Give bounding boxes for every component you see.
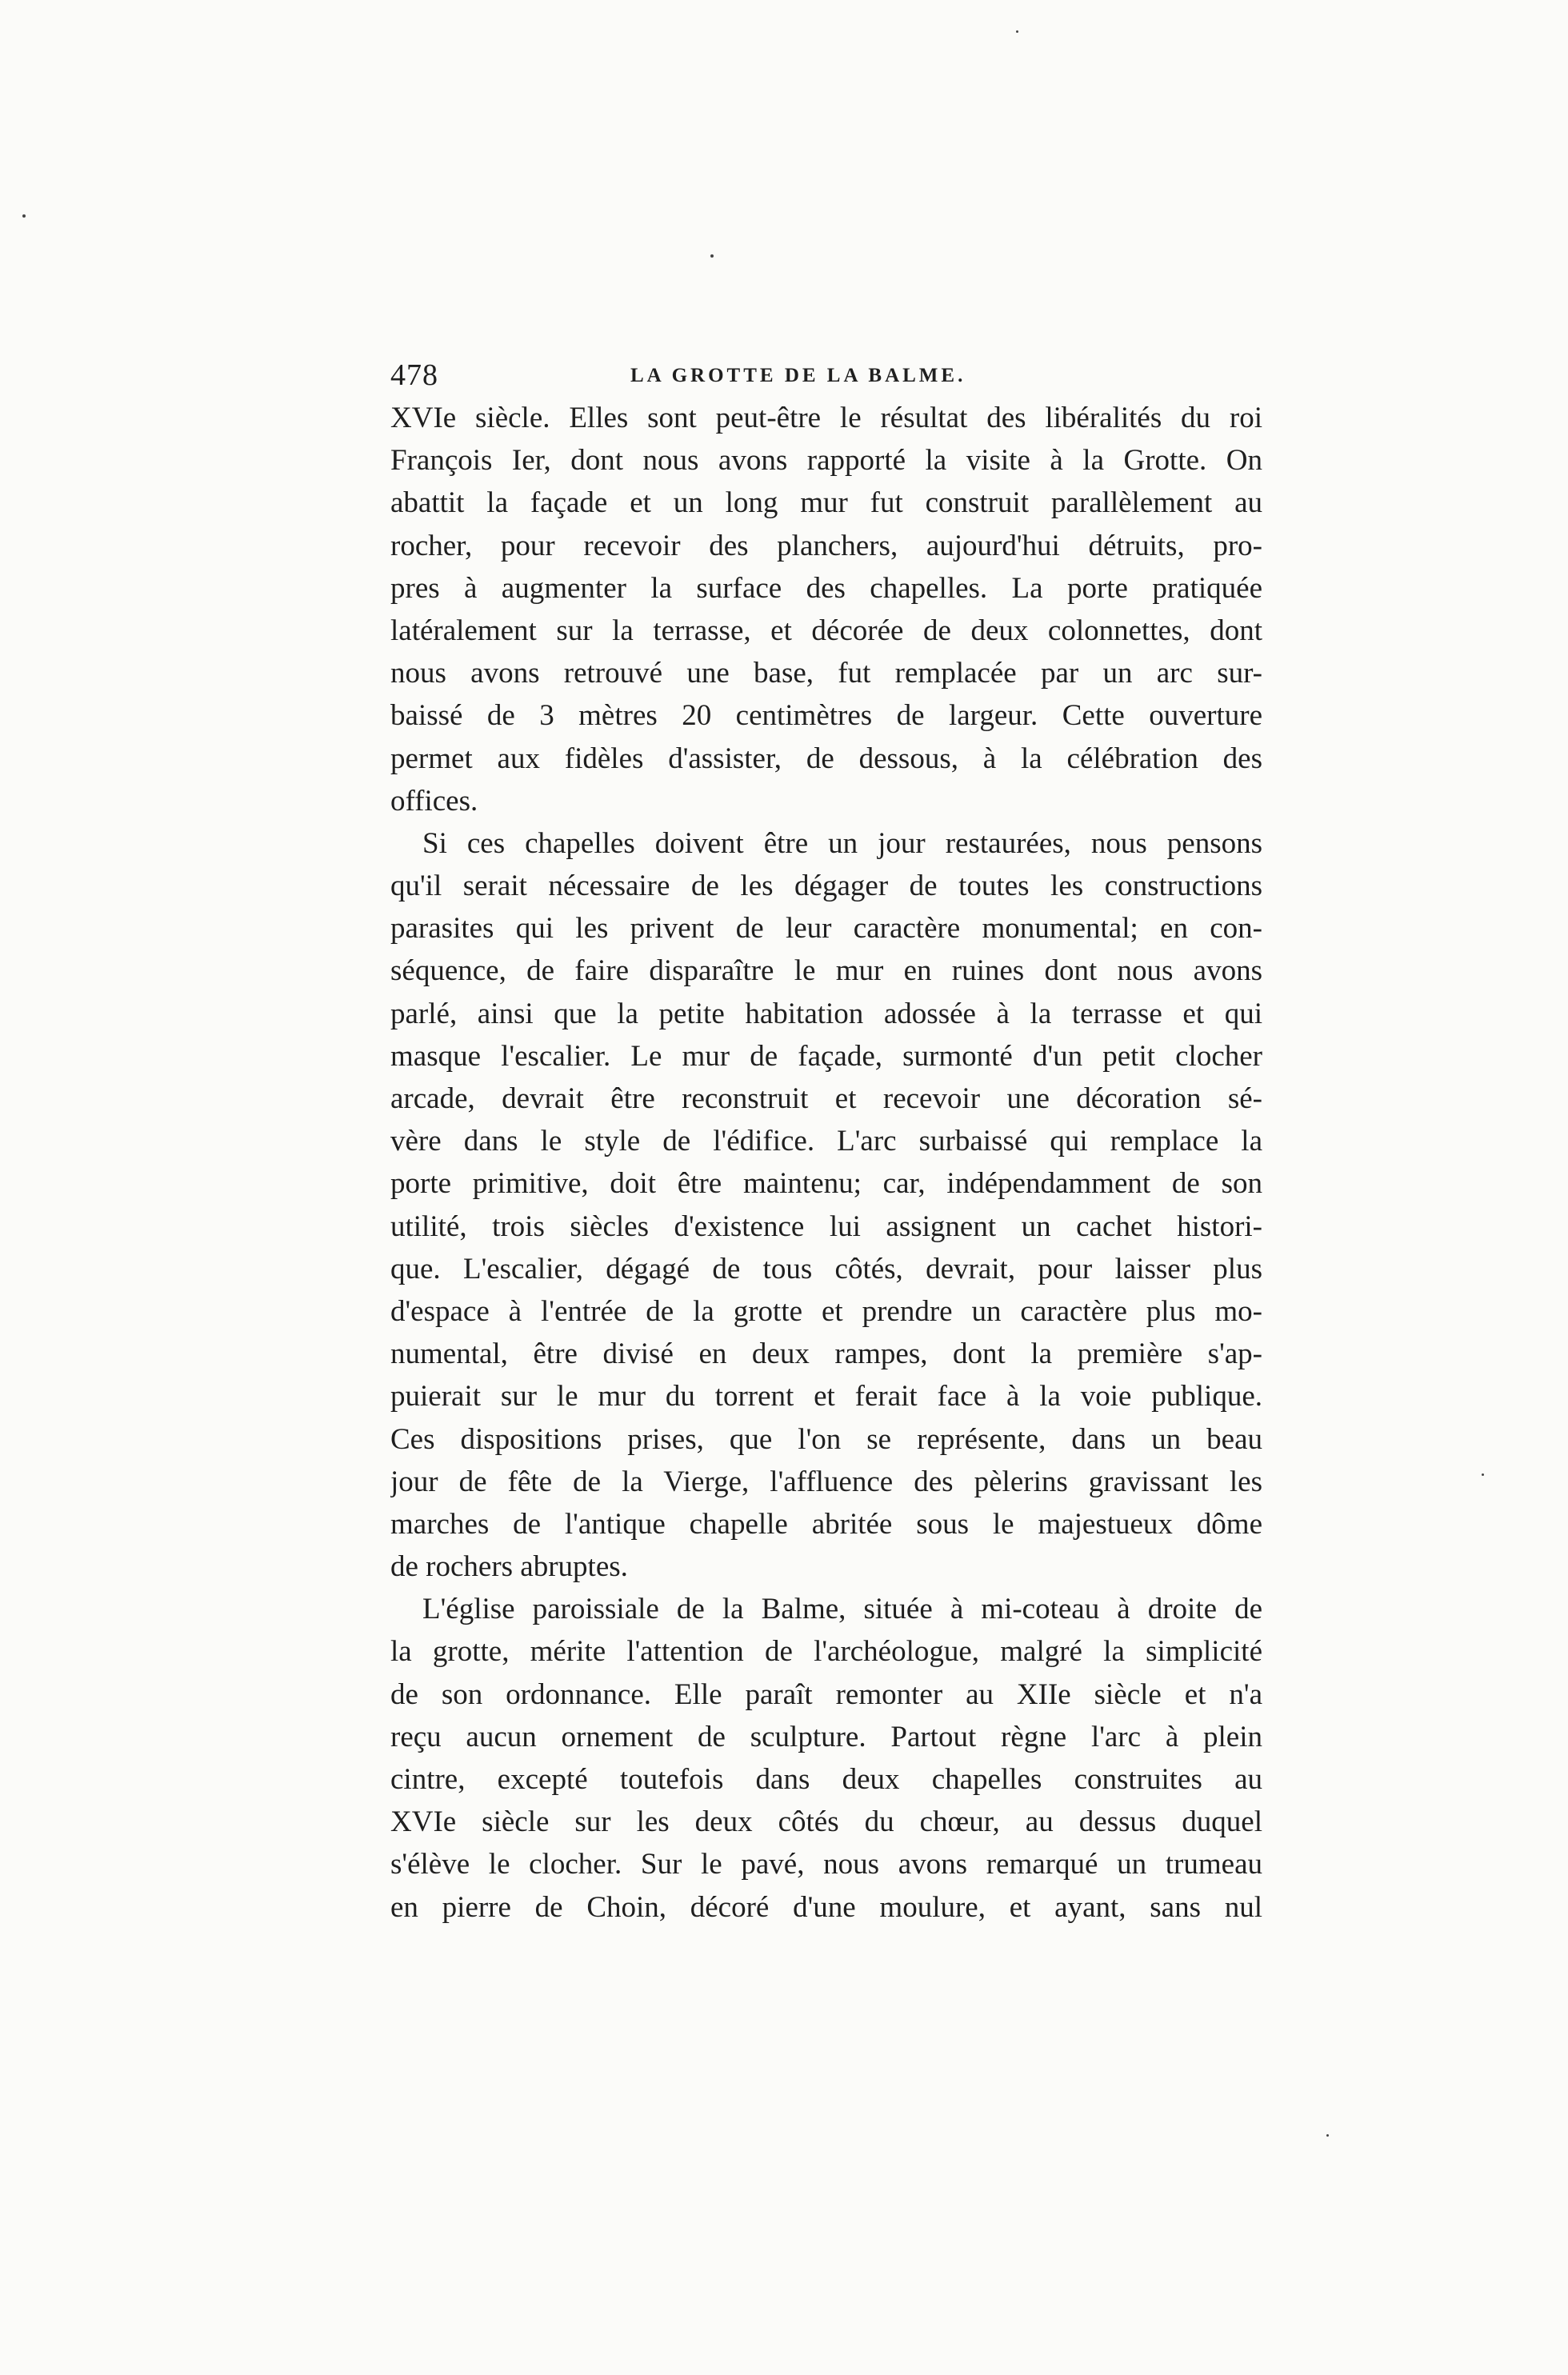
text-line: reçu aucun ornement de sculpture. Partout règne l'arc à plein <box>390 1720 1262 1753</box>
text-line: pres à augmenter la surface des chapelles. La porte pratiquée <box>390 571 1262 605</box>
text-line: masque l'escalier. Le mur de façade, surmonté d'un petit clocher <box>390 1039 1262 1073</box>
text-line: s'élève le clocher. Sur le pavé, nous avons remarqué un trumeau <box>390 1848 1262 1881</box>
paragraph-start-line: Si ces chapelles doivent être un jour restaurées, nous pensons <box>422 826 1262 860</box>
paper-speck <box>710 254 714 258</box>
text-line: latéralement sur la terrasse, et décorée de deux colonnettes, dont <box>390 614 1262 647</box>
paper-speck <box>1482 1473 1484 1476</box>
text-line: parlé, ainsi que la petite habitation adossée à la terrasse et qui <box>390 997 1262 1030</box>
text-line: marches de l'antique chapelle abritée sous le majestueux dôme <box>390 1507 1262 1541</box>
text-line: qu'il serait nécessaire de les dégager de toutes les constructions <box>390 870 1262 903</box>
text-line: abattit la façade et un long mur fut construit parallèlement au <box>390 486 1262 520</box>
text-line: François Ier, dont nous avons rapporté la visite à la Grotte. On <box>390 444 1262 478</box>
text-line: baissé de 3 mètres 20 centimètres de largeur. Cette ouverture <box>390 699 1262 733</box>
paper-speck <box>1326 2134 1329 2137</box>
text-line: XVIe siècle sur les deux côtés du chœur, au dessus duquel <box>390 1805 1262 1839</box>
text-line: porte primitive, doit être maintenu; car, indépendamment de son <box>390 1167 1262 1201</box>
text-line: la grotte, mérite l'attention de l'archéologue, malgré la simplicité <box>390 1635 1262 1669</box>
text-line: nous avons retrouvé une base, fut remplacée par un arc sur- <box>390 657 1262 690</box>
paper-speck <box>22 214 26 218</box>
text-line: Ces dispositions prises, que l'on se représente, dans un beau <box>390 1422 1262 1456</box>
text-line: de son ordonnance. Elle paraît remonter au XIIe siècle et n'a <box>390 1677 1262 1711</box>
text-line: cintre, excepté toutefois dans deux chapelles construites au <box>390 1763 1262 1796</box>
text-line: permet aux fidèles d'assister, de dessous, à la célébration des <box>390 742 1262 775</box>
body-text <box>390 397 1262 1929</box>
text-line: numental, être divisé en deux rampes, dont la première s'ap- <box>390 1337 1262 1371</box>
text-line: vère dans le style de l'édifice. L'arc surbaissé qui remplace la <box>390 1125 1262 1158</box>
text-line: parasites qui les privent de leur caractère monumental; en con- <box>390 912 1262 946</box>
text-line: d'espace à l'entrée de la grotte et prendre un caractère plus mo- <box>390 1294 1262 1328</box>
page-number: 478 <box>390 358 438 392</box>
text-line: que. L'escalier, dégagé de tous côtés, devrait, pour laisser plus <box>390 1252 1262 1285</box>
text-line: en pierre de Choin, décoré d'une moulure, et ayant, sans nul <box>390 1890 1262 1924</box>
text-line: de rochers abruptes. <box>390 1550 628 1584</box>
text-line: rocher, pour recevoir des planchers, aujourd'hui détruits, pro- <box>390 529 1262 562</box>
text-line: puierait sur le mur du torrent et ferait face à la voie publique. <box>390 1380 1262 1413</box>
text-line: arcade, devrait être reconstruit et recevoir une décoration sé- <box>390 1082 1262 1115</box>
text-line: offices. <box>390 784 478 818</box>
text-line: séquence, de faire disparaître le mur en ruines dont nous avons <box>390 954 1262 988</box>
text-line: jour de fête de la Vierge, l'affluence des pèlerins gravissant les <box>390 1465 1262 1498</box>
paragraph-start-line: L'église paroissiale de la Balme, située à mi-coteau à droite de <box>422 1593 1262 1626</box>
page-header <box>390 357 1262 397</box>
running-title: LA GROTTE DE LA BALME. <box>630 365 966 386</box>
text-line: XVIe siècle. Elles sont peut-être le résultat des libéralités du roi <box>390 402 1262 434</box>
paper-speck <box>1016 30 1018 33</box>
text-line: utilité, trois siècles d'existence lui assignent un cachet histori- <box>390 1209 1262 1243</box>
